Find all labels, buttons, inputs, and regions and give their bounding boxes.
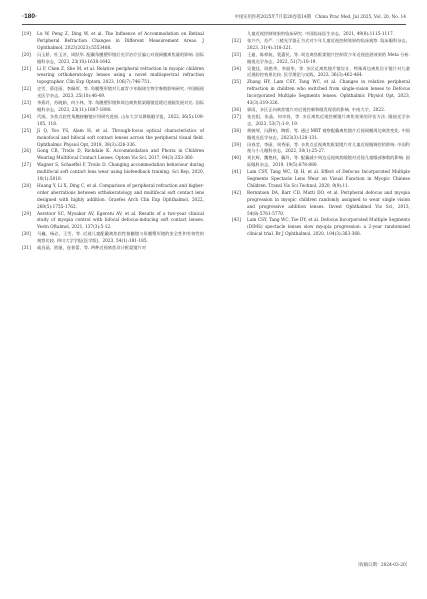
- reference-text: Wagner S, Schaeffel F, Troilo D. Changing accommodation behaviour during multifocal soft contact lens wear using biofeedback training. Sci Rep, 2020, 10(1):5018.: [37, 163, 204, 183]
- reference-item: [232, 143, 410, 157]
- references-right-column: [232, 32, 410, 239]
- reference-item: [22, 163, 204, 184]
- reference-item: [22, 184, 204, 212]
- reference-text: 儿童近视控制效果的临床研究. 中国临床医生杂志，2021, 49(8):1115-1117.: [247, 32, 394, 37]
- reference-number: [42]: [232, 190, 241, 196]
- reference-text: Lam CSY, Tang WC, Tse DY, et al. Defocus Incorporated Multiple Segments (DIMS) spectacle lenses slow myopia progression: a 2-year randomised clinical trial. Br J Ophthalmol, 2020, 104(3):363-368.: [247, 218, 410, 238]
- reference-number: [35]: [232, 80, 241, 86]
- received-date: ［收稿日期：2024-03-20］: [355, 563, 410, 568]
- reference-text: Huang Y, Li X, Ding C, et al. Comparison of peripheral refraction and higher-order aberrations between orthokeratology and multifocal soft contact lens designed with highly addition. Graefes Arch Clin Exp Ophthalmol, 2022, 260(5):1755-1762.: [37, 183, 204, 210]
- reference-number: [19]: [22, 32, 31, 37]
- reference-item: [232, 129, 410, 143]
- reference-item: [22, 115, 204, 129]
- reference-text: Li F, Chen Z, She M, et al. Relative peripheral refraction in myopic children wearing orthokeratology lenses using a novel multispectral refraction topographer. Clin Exp Optom, 2023, 106(7):746-751.: [37, 66, 204, 86]
- reference-text: 刘长辉，魏艳枝，戴玲，等. 配戴减少周边远视离焦眼镜对近视儿童眼部参数的影响. 国际眼科杂志，2019, 19(5):878-880.: [247, 156, 410, 169]
- reference-item: [232, 115, 410, 129]
- reference-number: [27]: [22, 163, 31, 169]
- reference-text: Lu W, Peng Z, Ding W, et al. The Influence of Accommodation on Retinal Peripheral Refraction Changes in Different Measurement Areas. J Ophthalmol, 2023(2023):5553488.: [37, 32, 204, 51]
- reference-number: [38]: [232, 128, 241, 134]
- reference-item: [22, 129, 204, 150]
- reference-text: 郭雨，多区正向离焦镜片对近视控制和眼发现状的影响. 中南大学，2022.: [247, 107, 386, 113]
- reference-item: [22, 246, 204, 253]
- page-number: ·180·: [22, 13, 38, 20]
- reference-number: [28]: [22, 183, 31, 189]
- reference-text: Lam CSY, Tang WC, Qi H, et al. Effect of Defocus Incorporated Multiple Segments Spectacle Lens Wear on Visual Function in Myopic Chinese Children. Transl Vis Sci Technol, 2020, 9(9):11.: [247, 170, 410, 189]
- reference-text: 张兴兴，苏严. 三棱光学器正为式对少年儿童近视控制效果的临床观察. 临床眼科杂志，2023, 31(4):318-321.: [247, 38, 410, 51]
- reference-text: 冯玉娇，杜玉芳，周跃华. 配戴角膜塑形镜后光学治疗区偏心对视网膜离焦量的影响. 国际眼科杂志，2023, 23(10):1638-1642.: [37, 52, 204, 65]
- reference-item: [22, 32, 204, 53]
- reference-text: 马巍，杨必，王雪，等. 近视儿童配戴离焦软性接触镜与角膜塑形镜的室全性和有效性的观察比较. 四川大学学报(医学版)，2023, 54(1):181-185.: [37, 232, 204, 245]
- reference-number: [23]: [22, 101, 31, 107]
- reference-text: 王迪，陈梓航，裴惠民，等. 周边离焦框架镜片控制青少年近视进展效果的 Meta 分析. 眼视光学杂志，2022, 51(7):10-19.: [247, 52, 410, 65]
- reference-number: [37]: [232, 114, 241, 120]
- reference-number: [33]: [232, 52, 241, 58]
- reference-item: [22, 67, 204, 88]
- reference-number: [21]: [22, 66, 31, 72]
- references-left-column: [22, 32, 204, 253]
- reference-item: [232, 67, 410, 81]
- reference-number: [39]: [232, 142, 241, 148]
- running-header: [22, 12, 406, 25]
- reference-text: 戚昌晶，欧娅，连春蕾，等. 两种近视离焦设计框架镜片对: [37, 246, 146, 252]
- reference-number: [34]: [232, 66, 241, 72]
- reference-number: [29]: [22, 211, 31, 217]
- reference-number: [20]: [22, 52, 31, 58]
- reference-number: [40]: [232, 156, 241, 162]
- reference-item: [22, 53, 204, 67]
- reference-item: [22, 87, 204, 101]
- reference-item: [232, 170, 410, 191]
- reference-item: [232, 156, 410, 170]
- reference-item: [232, 108, 410, 115]
- reference-text: Zhang HY, Lam CSY, Tang WC, et al. Changes in relative peripheral refraction in children who switched from single-vision lenses to Defocus Incorporated Multiple Segments lenses. Ophthalmic Physiol Opt, 2023, 43(3):319-326.: [247, 80, 410, 107]
- reference-text: 史雪，薛佳丽，李佩邦，等. 角膜塑形镜对儿童青少年眼球生物学参数影响研究. 中国眼视光医学杂志，2023, 25(10):46-49.: [37, 87, 204, 100]
- reference-text: Bernntsen DA, Barr CD, Mutti DO, et al. Peripheral defocus and myopia progression in myopic children randomly assigned to wear single vision and progressive addition lenses. Invest Ophthalmol Vis Sci, 2013, 54(8):5761-5770.: [247, 190, 410, 217]
- reference-number: [26]: [22, 149, 31, 155]
- reference-text: 黄婉琴，冯静柏，陶娇，等. 通过 MRT 观察配戴离焦镜片后视网膜周边离焦变化. 中国眼视光医学杂志，2023(3):128-131.: [247, 128, 410, 141]
- reference-item: [22, 149, 204, 163]
- reference-text: Gong CR, Troilo D, Richdale K. Accommodation and Phoria in Children Wearing Multifocal Contact Lenses. Optom Vis Sci, 2017, 94(3):353-360.: [37, 149, 204, 162]
- reference-item: [232, 191, 410, 219]
- reference-number: [30]: [22, 232, 31, 238]
- reference-text: 田春莹，李丽，周秀丽，等. 多焦点近视离焦框架镜片对儿童近视眼调控的影响. 中国科视与小儿眼科杂志，2022, 30(1):25-27.: [247, 142, 410, 155]
- reference-item: [232, 39, 410, 53]
- reference-item: [232, 80, 410, 108]
- reference-item: [232, 32, 410, 39]
- reference-number: [22]: [22, 87, 31, 93]
- reference-text: Ji Q, Yoo YS, Alam H, et al. Through-focus optical characteristics of monofocal and bifocal soft contact lenses across the peripheral visual field. Ophthalmic Physiol Opt, 2018, 38(3):326-336.: [37, 128, 204, 148]
- reference-text: 吴俊佳，陈艳华，李丽华，等. 多区近离焦镜片镜设计，特殊周边离焦设计镜片对儿童近视防控效果比较. 医学理论与实践，2023, 36(3):462-464.: [247, 66, 410, 79]
- reference-text: 代威，多焦点软性角膜接触镜应用研究进展. 山东大学耳鼻喉眼学报，2022, 36(5):100-105, 118.: [37, 114, 204, 127]
- reference-text: 李燕玲，苏晓娟，何小林，等. 角膜塑形镜和周边离焦框架眼镜延缓近视眼发展对比. 国际眼科杂志，2023, 23(11):1887-1890.: [37, 101, 204, 113]
- reference-text: Aerstoor SC, Mysaker AV, Egeretu AV, et al. Results of a two-year clinical study of myopia control with bifocal defocus-inducing soft contact lenses. Vestn Oftalmol, 2021, 137(3):5-12.: [37, 211, 204, 231]
- reference-number: [25]: [22, 128, 31, 134]
- reference-number: [36]: [232, 107, 241, 113]
- reference-item: [22, 101, 204, 115]
- journal-citation: 中国实用医药2025年7月第20卷第14期 China Prac Med, Jul 2025, Vol. 20, No. 14: [234, 15, 406, 20]
- reference-item: [22, 232, 204, 246]
- reference-number: [32]: [232, 38, 241, 44]
- reference-item: [232, 218, 410, 239]
- reference-number: [43]: [232, 218, 241, 224]
- reference-text: 张亮组，张晶，何卓容，等. 多区离焦近视控制镜片离焦效果的评估方法. 眼视光学杂志，2023, 53(7):1-9, 19.: [247, 114, 410, 127]
- reference-number: [31]: [22, 246, 31, 252]
- reference-item: [232, 53, 410, 67]
- reference-item: [22, 212, 204, 233]
- reference-number: [41]: [232, 170, 241, 176]
- reference-number: [24]: [22, 114, 31, 120]
